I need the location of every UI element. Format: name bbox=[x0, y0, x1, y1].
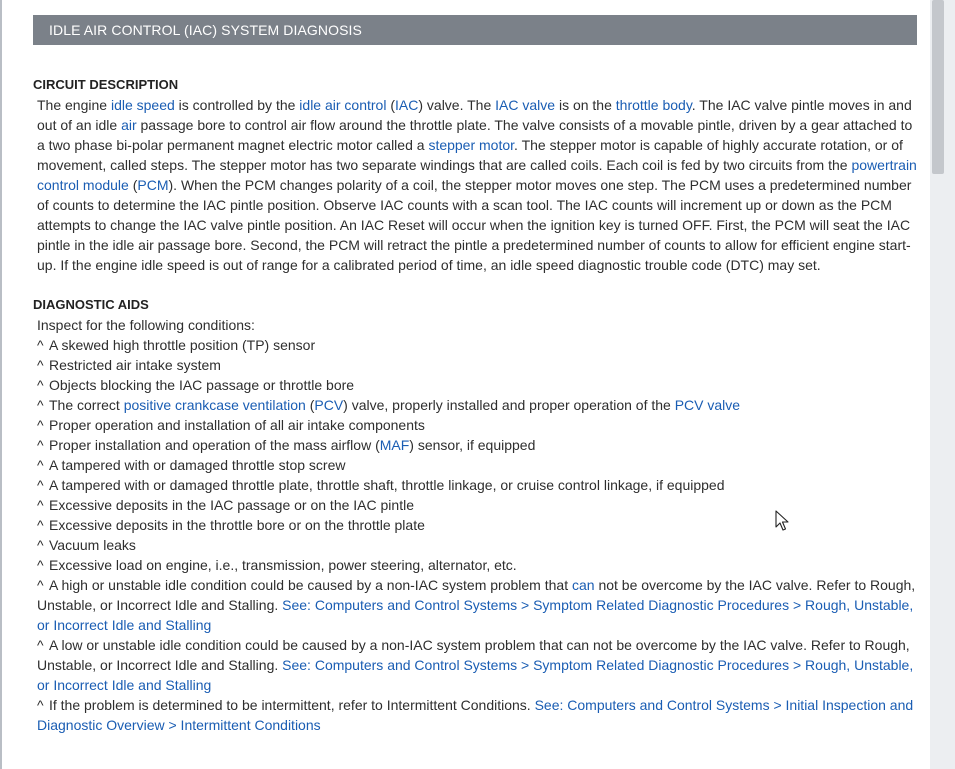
glossary-link[interactable]: PCV bbox=[314, 397, 344, 413]
diagnostic-aid-item bbox=[33, 375, 917, 395]
caret-bullet-icon: ^ bbox=[37, 337, 44, 353]
caret-bullet-icon: ^ bbox=[37, 517, 44, 533]
glossary-link[interactable]: air bbox=[121, 117, 137, 133]
glossary-link[interactable]: See: Computers and Control Systems > Symptom Related Diagnostic Procedures > Rough, Unstable, or Incorrect Idle and Stalling bbox=[37, 597, 914, 633]
caret-bullet-icon: ^ bbox=[37, 477, 44, 493]
text-run: . The IAC valve pintle moves in and out of an idle bbox=[37, 97, 912, 133]
diagnostic-aids-list bbox=[33, 335, 917, 735]
diagnostic-aid-item bbox=[33, 535, 917, 555]
page-title-bar bbox=[33, 15, 917, 45]
text-run: passage bore to control air flow around the throttle plate. The valve consists of a movable pintle, driven by a gear attached to a two phase bi-polar permanent magnet electric motor called a bbox=[37, 117, 913, 153]
caret-bullet-icon: ^ bbox=[37, 697, 44, 713]
text-run: Restricted air intake system bbox=[49, 357, 221, 373]
text-run: ) valve. The bbox=[418, 97, 496, 113]
diagnostic-aid-item bbox=[33, 455, 917, 475]
caret-bullet-icon: ^ bbox=[37, 357, 44, 373]
diagnostic-aids-heading: DIAGNOSTIC AIDS bbox=[33, 297, 149, 312]
glossary-link[interactable]: PCV valve bbox=[674, 397, 741, 413]
text-run: not be overcome by the IAC valve. Refer to Rough, Unstable, or Incorrect Idle and Stalling. bbox=[37, 577, 916, 613]
page-title: IDLE AIR CONTROL (IAC) SYSTEM DIAGNOSIS bbox=[49, 22, 362, 38]
glossary-link[interactable]: IAC valve bbox=[495, 97, 556, 113]
text-run: ) valve, properly installed and proper operation of the bbox=[343, 397, 675, 413]
glossary-link[interactable]: PCM bbox=[137, 177, 169, 193]
glossary-link[interactable]: positive crankcase ventilation bbox=[123, 397, 306, 413]
glossary-link[interactable]: powertrain control module bbox=[37, 157, 917, 193]
caret-bullet-icon: ^ bbox=[37, 437, 44, 453]
caret-bullet-icon: ^ bbox=[37, 637, 44, 653]
text-run: A skewed high throttle position (TP) sensor bbox=[49, 337, 316, 353]
diagnostic-aid-item bbox=[33, 555, 917, 575]
text-run: The correct bbox=[49, 397, 124, 413]
text-run: The engine bbox=[37, 97, 111, 113]
glossary-link[interactable]: idle air control bbox=[299, 97, 387, 113]
glossary-link[interactable]: IAC bbox=[395, 97, 419, 113]
text-run: Proper operation and installation of all air intake components bbox=[49, 417, 425, 433]
text-run: Objects blocking the IAC passage or throttle bore bbox=[49, 377, 355, 393]
circuit-description-text bbox=[33, 95, 917, 275]
diagnostic-aid-item bbox=[33, 355, 917, 375]
caret-bullet-icon: ^ bbox=[37, 377, 44, 393]
glossary-link[interactable]: stepper motor bbox=[428, 137, 515, 153]
text-run: A high or unstable idle condition could be caused by a non-IAC system problem that bbox=[49, 577, 572, 593]
diagnostic-aid-item bbox=[33, 635, 917, 695]
diagnostic-aid-item bbox=[33, 695, 917, 735]
text-run: A low or unstable idle condition could be caused by a non-IAC system problem that can not be overcome by the IAC valve. Refer to Rough, Unstable, or Incorrect Idle and Stalling. bbox=[37, 637, 910, 673]
text-run: If the problem is determined to be intermittent, refer to Intermittent Conditions. bbox=[49, 697, 535, 713]
glossary-link[interactable]: idle speed bbox=[110, 97, 175, 113]
document-content bbox=[33, 75, 917, 735]
text-run: Excessive load on engine, i.e., transmission, power steering, alternator, etc. bbox=[49, 557, 517, 573]
glossary-link[interactable]: See: Computers and Control Systems > Symptom Related Diagnostic Procedures > Rough, Unstable, or Incorrect Idle and Stalling bbox=[37, 657, 914, 693]
text-run: ( bbox=[386, 97, 396, 113]
text-run: Excessive deposits in the IAC passage or on the IAC pintle bbox=[49, 497, 414, 513]
diagnostic-aid-item bbox=[33, 395, 917, 415]
caret-bullet-icon: ^ bbox=[37, 457, 44, 473]
text-run: ) sensor, if equipped bbox=[409, 437, 536, 453]
text-run: ( bbox=[128, 177, 138, 193]
diagnostic-aid-item bbox=[33, 475, 917, 495]
diagnostic-aid-item bbox=[33, 335, 917, 355]
text-run: ( bbox=[305, 397, 315, 413]
diagnostic-aid-item bbox=[33, 415, 917, 435]
glossary-link[interactable]: MAF bbox=[379, 437, 410, 453]
vertical-scrollbar[interactable] bbox=[930, 0, 955, 769]
text-run: is on the bbox=[555, 97, 616, 113]
text-run: Vacuum leaks bbox=[49, 537, 136, 553]
glossary-link[interactable]: can bbox=[571, 577, 595, 593]
mouse-pointer-icon bbox=[775, 510, 789, 532]
diagnostic-aid-item bbox=[33, 435, 917, 455]
circuit-description-heading: CIRCUIT DESCRIPTION bbox=[33, 77, 179, 92]
caret-bullet-icon: ^ bbox=[37, 497, 44, 513]
text-run: . The stepper motor is capable of highly accurate rotation, or of movement, called steps. The stepper motor has two separate windings that are called coils. Each coil is fed by two circuits from the bbox=[37, 137, 903, 173]
text-run: Proper installation and operation of the mass airflow ( bbox=[49, 437, 380, 453]
diagnostic-aid-item bbox=[33, 575, 917, 635]
text-run: ). When the PCM changes polarity of a coil, the stepper motor moves one step. The PCM uses a predetermined number of counts to determine the IAC pintle position. Observe IAC counts with a scan tool. The IAC counts will increment up or down as the PCM attempts to change the IAC valve pintle position. An IAC Reset will occur when the ignition key is turned OFF. First, the PCM will seat the IAC pintle in the idle air passage bore. Second, the PCM will retract the pintle a predetermined number of counts to allow for efficient engine start-up. If the engine idle speed is out of range for a calibrated period of time, an idle speed diagnostic trouble code (DTC) may set. bbox=[37, 177, 912, 273]
caret-bullet-icon: ^ bbox=[37, 397, 44, 413]
text-run: A tampered with or damaged throttle plate, throttle shaft, throttle linkage, or cruise control linkage, if equipped bbox=[49, 477, 725, 493]
caret-bullet-icon: ^ bbox=[37, 577, 44, 593]
text-run: A tampered with or damaged throttle stop screw bbox=[49, 457, 346, 473]
text-run: Excessive deposits in the throttle bore or on the throttle plate bbox=[49, 517, 425, 533]
glossary-link[interactable]: throttle body bbox=[615, 97, 692, 113]
caret-bullet-icon: ^ bbox=[37, 537, 44, 553]
diagnostic-aids-intro: Inspect for the following conditions: bbox=[37, 317, 255, 333]
glossary-link[interactable]: See: Computers and Control Systems > Initial Inspection and Diagnostic Overview > Intermittent Conditions bbox=[37, 697, 914, 733]
scrollbar-thumb[interactable] bbox=[932, 0, 944, 174]
text-run: is controlled by the bbox=[174, 97, 300, 113]
caret-bullet-icon: ^ bbox=[37, 557, 44, 573]
caret-bullet-icon: ^ bbox=[37, 417, 44, 433]
